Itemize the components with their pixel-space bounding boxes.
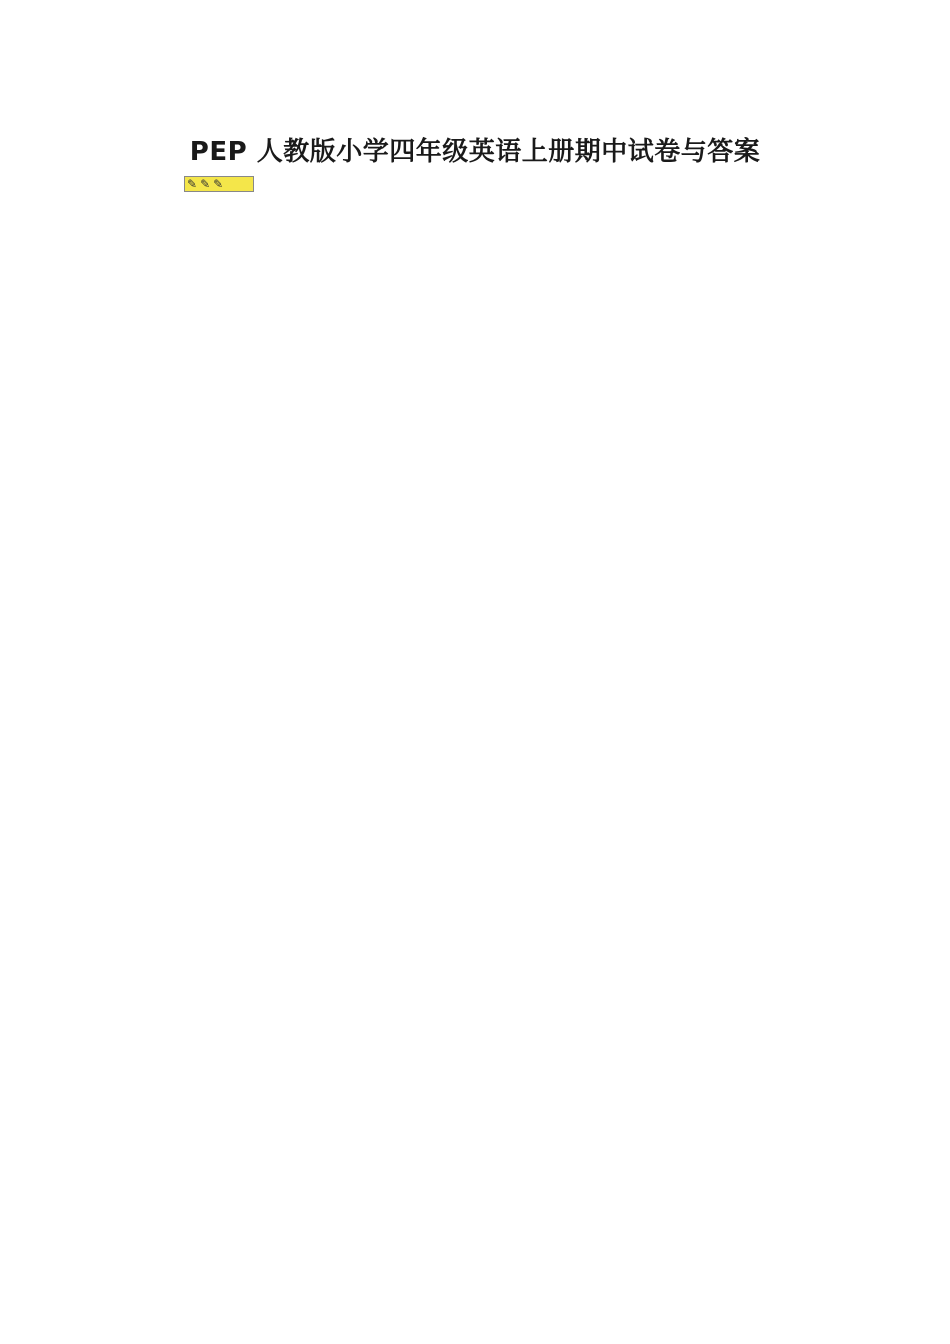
pencil-icon: ✎	[200, 177, 211, 191]
pencil-icon: ✎	[213, 177, 224, 191]
page-title: PEP 人教版小学四年级英语上册期中试卷与答案	[189, 137, 761, 167]
decorative-pencil-icons	[184, 176, 254, 192]
pencil-icon: ✎	[187, 177, 198, 191]
